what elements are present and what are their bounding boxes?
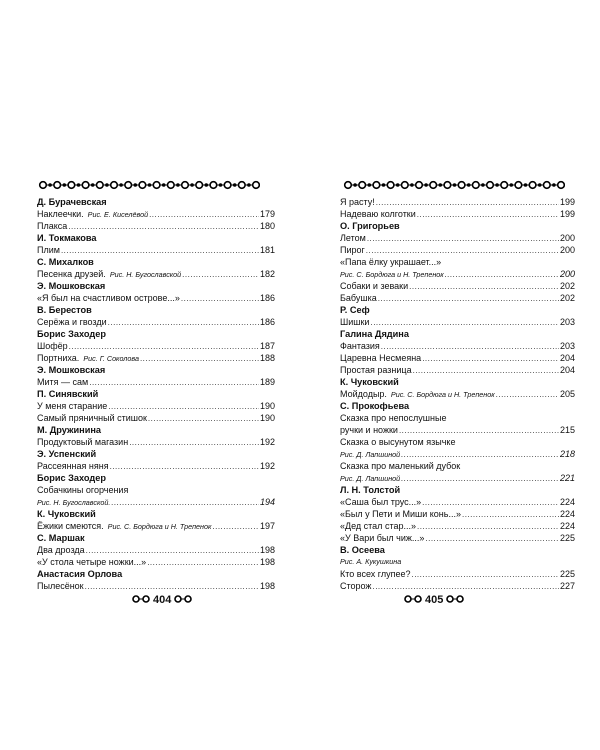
entry-title: «Был у Пети и Миши конь...» [340, 509, 461, 519]
entry-title: Два дрозда [37, 545, 85, 555]
author-name: Л. Н. Толстой [340, 485, 401, 495]
entry-title: Рассеянная няня [37, 461, 109, 471]
dot-leader [411, 569, 558, 581]
toc-entry [340, 496, 575, 508]
toc-entry [340, 568, 575, 580]
page-ref: 187 [259, 341, 275, 351]
dot-leader [417, 521, 559, 533]
toc-entry [37, 580, 275, 592]
page-ref: 190 [259, 413, 275, 423]
toc-entry [37, 352, 275, 364]
dot-leader [372, 581, 559, 593]
page-ref: 203 [559, 341, 575, 351]
toc-title-line [340, 436, 575, 448]
toc-entry [37, 292, 275, 304]
entry-title: Наклеечки. [37, 209, 84, 219]
author-name: Р. Сеф [340, 305, 370, 315]
entry-title: «Саша был трус...» [340, 497, 422, 507]
page-ref: 179 [259, 209, 275, 219]
page-footer [132, 593, 192, 607]
author-name: Э. Мошковская [37, 281, 106, 291]
toc-author [340, 328, 575, 340]
author-name: Д. Бурачевская [37, 197, 107, 207]
illustrator-credit: Рис. С. Бордюга и Н. Трепенок [340, 270, 444, 279]
dot-leader [425, 533, 559, 545]
author-name: С. Прокофьева [340, 401, 410, 411]
entry-title: Шофёр [37, 341, 68, 351]
toc-title-line [340, 256, 575, 268]
entry-title: Серёжа и гвозди [37, 317, 107, 327]
page-ref: 203 [559, 317, 575, 327]
page-ref: 215 [559, 425, 575, 435]
illustrator-credit: Рис. Н. Бугославской [109, 270, 182, 279]
page-ref: 200 [559, 269, 575, 279]
illustrator-credit: Рис. Н. Бугославской. [37, 498, 111, 507]
toc-author [37, 256, 275, 268]
dot-leader [68, 221, 259, 233]
toc-entry [340, 424, 575, 436]
toc-author [37, 388, 275, 400]
illustrator-credit: Рис. Д. Лапшиной [340, 450, 401, 459]
toc-author [37, 448, 275, 460]
dot-leader [378, 293, 559, 305]
dot-leader [148, 413, 259, 425]
author-name: Галина Дядина [340, 329, 409, 339]
toc-entry [37, 412, 275, 424]
toc-entry [340, 316, 575, 328]
page-ref: 186 [259, 293, 275, 303]
ornament-left-icon [404, 594, 422, 607]
toc-illustrator-line [340, 448, 575, 460]
page-ref: 204 [559, 365, 575, 375]
illustrator-credit: Рис. С. Бордюга и Н. Трепенок [107, 522, 212, 531]
dot-leader [182, 269, 259, 281]
entry-title: Митя — сам [37, 377, 89, 387]
ornament-divider [38, 180, 260, 190]
toc-author [37, 280, 275, 292]
toc-author [340, 376, 575, 388]
page-ref: 204 [559, 353, 575, 363]
entry-title: Ёжики смеются. [37, 521, 104, 531]
page-ref: 224 [559, 509, 575, 519]
dot-leader [445, 269, 559, 281]
author-name: В. Берестов [37, 305, 92, 315]
dot-leader [462, 509, 559, 521]
page-ref: 194 [259, 497, 275, 507]
toc-entry [340, 196, 575, 208]
dot-leader [129, 437, 259, 449]
entry-title: «Папа ёлку украшает...» [340, 257, 442, 267]
toc-author [340, 544, 575, 556]
page-ref: 224 [559, 497, 575, 507]
toc-entry [340, 292, 575, 304]
author-name: С. Маршак [37, 533, 85, 543]
author-name: Борис Заходер [37, 329, 106, 339]
toc-author [37, 508, 275, 520]
author-name: И. Токмакова [37, 233, 97, 243]
page-ref: 200 [559, 233, 575, 243]
toc-entry [37, 436, 275, 448]
entry-title: Собаки и зеваки [340, 281, 409, 291]
page-ref: 218 [559, 449, 575, 459]
toc-entry [340, 352, 575, 364]
page-ref: 192 [259, 461, 275, 471]
toc-entry [340, 244, 575, 256]
entry-title: Сказка про непослушные [340, 413, 447, 423]
toc-entry [340, 232, 575, 244]
page-ref: 192 [259, 437, 275, 447]
author-name: М. Дружинина [37, 425, 102, 435]
entry-title: Продуктовый магазин [37, 437, 129, 447]
dot-leader [417, 209, 559, 221]
page-ref: 200 [559, 245, 575, 255]
toc-entry [37, 244, 275, 256]
toc-author [37, 328, 275, 340]
page-ref: 205 [559, 389, 575, 399]
page-ref: 225 [559, 569, 575, 579]
entry-title: Простая разница [340, 365, 412, 375]
entry-title: Собачкины огорчения [37, 485, 129, 495]
page-ref: 199 [559, 197, 575, 207]
dot-leader [409, 281, 559, 293]
page-ref: 202 [559, 281, 575, 291]
toc-entry [340, 208, 575, 220]
page-number: 405 [425, 594, 444, 606]
entry-title: «У стола четыре ножки...» [37, 557, 147, 567]
dot-leader [147, 557, 259, 569]
ornament-divider [343, 180, 565, 190]
page-ref: 198 [259, 545, 275, 555]
toc-entry [37, 520, 275, 532]
dot-leader [367, 233, 559, 245]
entry-title: Фантазия [340, 341, 380, 351]
page-ref: 198 [259, 557, 275, 567]
toc-author [37, 472, 275, 484]
ornament-right-icon [174, 594, 192, 607]
toc-entry [340, 508, 575, 520]
illustrator-credit: Рис. Г. Соколова [83, 354, 139, 363]
toc-entry [340, 520, 575, 532]
toc-illustrator-line [340, 556, 575, 568]
entry-title: Царевна Несмеяна [340, 353, 422, 363]
toc-author [37, 232, 275, 244]
page-ref: 197 [259, 521, 275, 531]
dot-leader [496, 389, 559, 401]
toc-entry [37, 340, 275, 352]
toc-author [37, 532, 275, 544]
dot-leader [69, 341, 259, 353]
entry-title: Плакса [37, 221, 68, 231]
author-name: Э. Успенский [37, 449, 97, 459]
entry-title: Кто всех глупее? [340, 569, 411, 579]
dot-leader [149, 209, 259, 221]
dot-leader [140, 353, 259, 365]
toc-author [340, 304, 575, 316]
entry-title: Сторож [340, 581, 372, 591]
toc-entry [37, 376, 275, 388]
toc-author [37, 424, 275, 436]
toc-entry [37, 544, 275, 556]
dot-leader [85, 581, 259, 593]
page-ref: 227 [559, 581, 575, 591]
illustrator-credit: Рис. С. Бордюга и Н. Трепенок [390, 390, 495, 399]
entry-title: Самый пряничный стишок [37, 413, 147, 423]
page-ref: 202 [559, 293, 575, 303]
toc-entry [340, 280, 575, 292]
dot-leader [111, 497, 259, 509]
toc-illustrator-line [340, 268, 575, 280]
toc-entry [340, 364, 575, 376]
page-ref: 224 [559, 521, 575, 531]
page-ref: 180 [259, 221, 275, 231]
entry-title: «Дед стал стар...» [340, 521, 416, 531]
entry-title: Шишки [340, 317, 370, 327]
page-ref: 198 [259, 581, 275, 591]
right-page [300, 0, 600, 750]
toc-author [37, 304, 275, 316]
entry-title: Плим [37, 245, 60, 255]
entry-title: Мойдодыр. [340, 389, 387, 399]
ornament-left-icon [132, 594, 150, 607]
page-ref: 221 [559, 473, 575, 483]
toc-list [37, 196, 275, 592]
entry-title: Пылесёнок [37, 581, 84, 591]
entry-title: У меня старание [37, 401, 108, 411]
dot-leader [108, 317, 259, 329]
toc-entry [37, 400, 275, 412]
toc-entry [37, 460, 275, 472]
toc-entry [340, 388, 575, 400]
entry-title: Сказка о высунутом язычке [340, 437, 456, 447]
dot-leader [413, 365, 559, 377]
toc-illustrator-line [37, 496, 275, 508]
entry-title: Надеваю колготки [340, 209, 416, 219]
author-name: С. Михалков [37, 257, 94, 267]
illustrator-credit: Рис. Д. Лапшиной [340, 474, 401, 483]
author-name: К. Чуковский [340, 377, 399, 387]
dot-leader [89, 377, 259, 389]
toc-entry [340, 532, 575, 544]
toc-title-line [340, 412, 575, 424]
page-ref: 182 [259, 269, 275, 279]
toc-entry [340, 580, 575, 592]
toc-author [340, 400, 575, 412]
illustrator-credit: Рис. А. Кукушкина [340, 557, 402, 566]
page-ref: 225 [559, 533, 575, 543]
toc-illustrator-line [340, 472, 575, 484]
dot-leader [110, 461, 259, 473]
dot-leader [181, 293, 259, 305]
author-name: О. Григорьев [340, 221, 400, 231]
author-name: Э. Мошковская [37, 365, 106, 375]
page-footer [404, 593, 464, 607]
ornament-right-icon [446, 594, 464, 607]
entry-title: «Я был на счастливом острове...» [37, 293, 180, 303]
author-name: К. Чуковский [37, 509, 96, 519]
author-name: Анастасия Орлова [37, 569, 123, 579]
toc-author [340, 484, 575, 496]
page-ref: 188 [259, 353, 275, 363]
toc-entry [340, 340, 575, 352]
author-name: Борис Заходер [37, 473, 106, 483]
toc-author [37, 196, 275, 208]
page-number: 404 [153, 594, 172, 606]
toc-title-line [37, 484, 275, 496]
toc-entry [37, 208, 275, 220]
entry-title: Бабушка [340, 293, 377, 303]
page-ref: 186 [259, 317, 275, 327]
author-name: П. Синявский [37, 389, 99, 399]
toc-title-line [340, 460, 575, 472]
dot-leader [422, 353, 559, 365]
page-ref: 199 [559, 209, 575, 219]
toc-entry [37, 220, 275, 232]
toc-list [340, 196, 575, 592]
toc-author [37, 568, 275, 580]
page-ref: 190 [259, 401, 275, 411]
toc-entry [37, 556, 275, 568]
entry-title: «У Вари был чиж...» [340, 533, 425, 543]
entry-title: Портниха. [37, 353, 80, 363]
entry-title: Пирог [340, 245, 365, 255]
page-ref: 189 [259, 377, 275, 387]
toc-author [37, 364, 275, 376]
toc-entry [37, 316, 275, 328]
page-ref: 181 [259, 245, 275, 255]
dot-leader [212, 521, 259, 533]
entry-title: Сказка про маленький дубок [340, 461, 461, 471]
author-name: В. Осеева [340, 545, 385, 555]
entry-title: Летом [340, 233, 366, 243]
dot-leader [401, 473, 559, 485]
entry-title: ручки и ножки [340, 425, 398, 435]
illustrator-credit: Рис. Е. Киселёвой [87, 210, 149, 219]
toc-author [340, 220, 575, 232]
toc-entry [37, 268, 275, 280]
entry-title: Песенка друзей. [37, 269, 106, 279]
entry-title: Я расту! [340, 197, 375, 207]
